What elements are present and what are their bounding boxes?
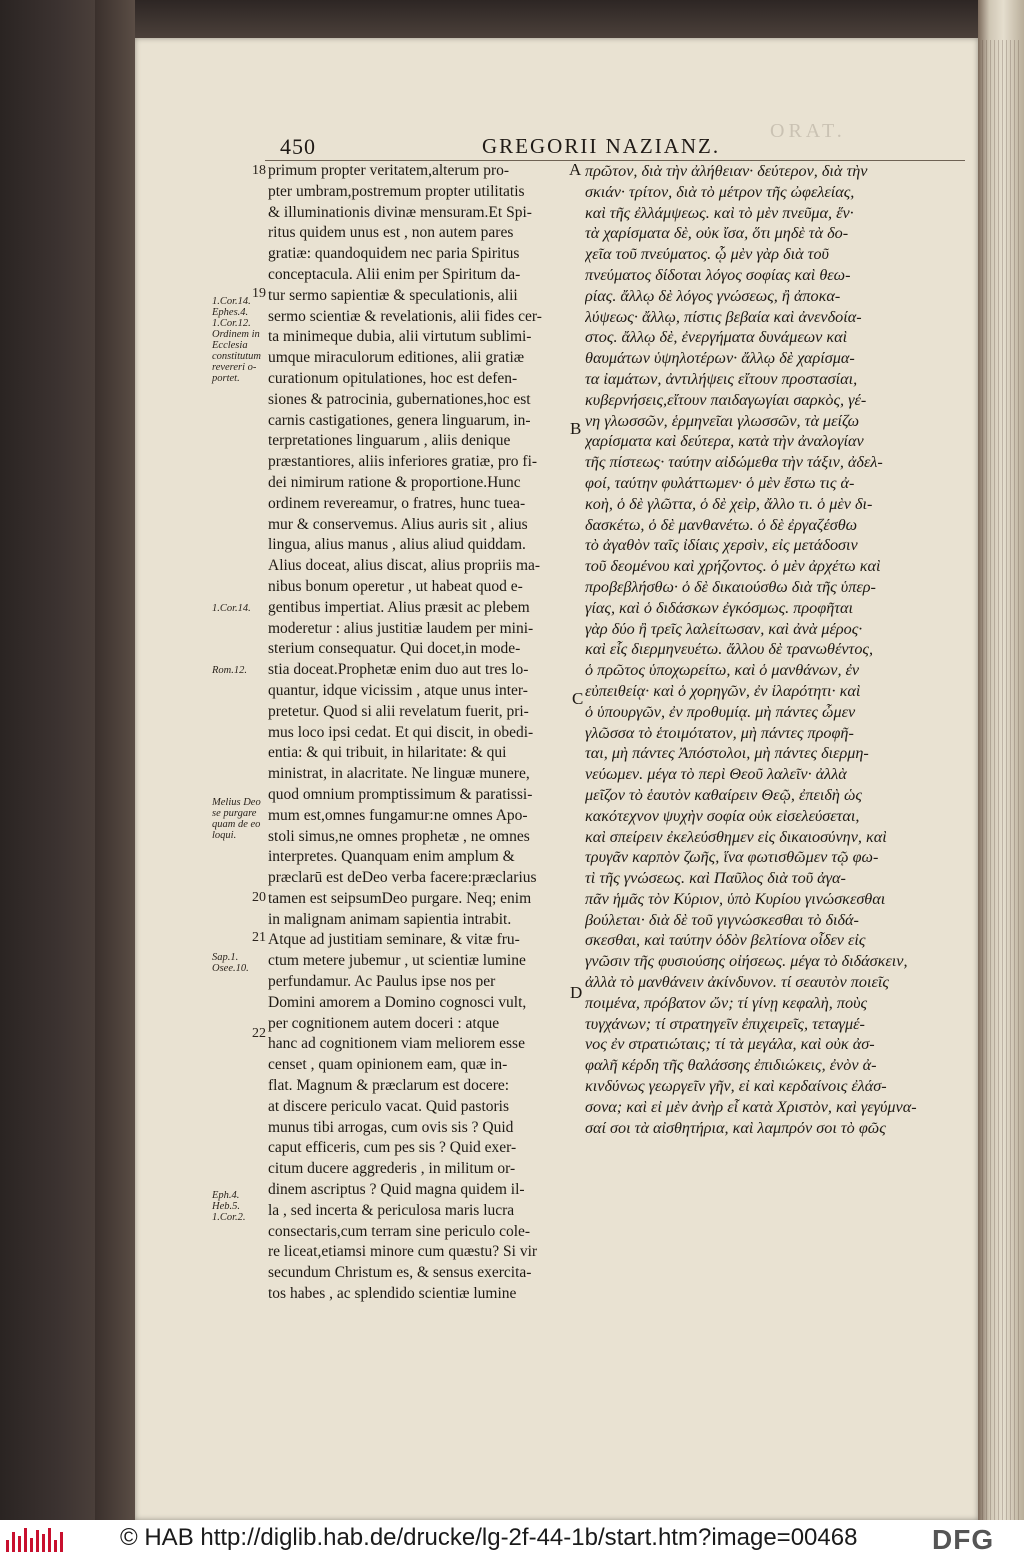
latin-text-line: gratiæ: quandoquidem nec paria Spiritus — [268, 245, 520, 263]
greek-text-line: πρῶτον, διὰ τὴν ἀλήθειαν· δεύτερον, διὰ τὴν — [585, 162, 868, 180]
latin-text-line: flat. Magnum & præclarum est docere: — [268, 1077, 510, 1095]
greek-text-line: ται, μὴ πάντες Ἀπόστολοι, μὴ πάντες διερμη- — [585, 744, 869, 763]
greek-text-line: καὶ τῆς ἐλλάμψεως. καὶ τὸ μὲν πνεῦμα, ἕν· — [585, 203, 854, 222]
section-marker-b: B — [570, 419, 582, 438]
greek-text-line: πνεύματος δίδοται λόγος σοφίας καὶ θεω- — [585, 265, 851, 284]
greek-text-line: φαλῆ κέρδη τῆς θαλάσσης ἐπιδιώκεις, ἐνὸν ἀ- — [585, 1056, 877, 1075]
latin-text-line: sterium consequatur. Qui docet,in mode- — [268, 640, 521, 658]
greek-text-line: σαί σοι τὰ αἰσθητήρια, καὶ λαμπρόν σοι τὸ φῶς — [585, 1118, 886, 1137]
bleed-through-text: ORAT. — [770, 120, 846, 142]
greek-text-line: προβεβλήσθω· ὁ δὲ δικαιούσθω διὰ τῆς ὑπερ- — [585, 577, 876, 596]
viewer-footer — [0, 1520, 1024, 1560]
greek-text-line: μεῖζον τὸ ἑαυτὸν καθαίρειν Θεῷ, ἐπειδὴ ὡς — [585, 785, 862, 804]
greek-text-line: χαρίσματα καὶ δεύτερα, κατὰ τὴν ἀναλογίαν — [585, 432, 864, 451]
latin-text-line: lingua, alius manus , alius aliud quiddam. — [268, 536, 526, 554]
latin-text-line: dinem ascriptus ? Quid magna quidem il- — [268, 1181, 525, 1199]
latin-text-line: moderetur : alius justitiæ laudem per mini- — [268, 619, 534, 637]
latin-text-line: hanc ad cognitionem viam meliorem esse — [268, 1035, 525, 1053]
hab-logo-icon — [6, 1528, 66, 1552]
latin-text-line: carnis castigationes, genera linguarum, in- — [268, 411, 531, 429]
latin-text-line: citum ducere aggrederis , in militum or- — [268, 1160, 516, 1178]
greek-text-line: χεῖα τοῦ πνεύματος. ᾧ μὲν γὰρ διὰ τοῦ — [585, 245, 829, 264]
greek-text-line: λύψεως· ἄλλῳ, πίστις βεβαία καὶ ἀνενδοία- — [585, 307, 862, 326]
latin-text-line: tos habes , ac splendido scientiæ lumine — [268, 1285, 517, 1303]
latin-text-line: nibus bonum operetur , ut habeat quod e- — [268, 577, 523, 595]
latin-text-line: pretetur. Quod si alii revelatum fuerit, pri- — [268, 702, 529, 720]
latin-text-line: per cognitionem autem doceri : atque — [268, 1014, 500, 1032]
section-marker-d: D — [570, 983, 583, 1002]
greek-text-line: γνῶσιν τῆς φυσιούσης οἰήσεως. μέγα τὸ διδάσκειν, — [585, 952, 908, 971]
latin-text-line: pter umbram,postremum propter utilitatis — [268, 182, 525, 200]
margin-note: 1.Cor.14. — [212, 603, 251, 614]
greek-text-line: τὰ χαρίσματα δὲ, οὐκ ἴσα, ὅτι μηδὲ τὰ δο- — [585, 224, 849, 243]
greek-text-line: κινδύνως γεωργεῖν γῆν, εἰ καὶ κερδαίνοις ἐλάσ- — [585, 1077, 887, 1096]
latin-text-line: entia: & qui tribuit, in hilaritate: & qui — [268, 744, 507, 762]
greek-text-line: τὶ τῆς γνώσεως. καὶ Παῦλος διὰ τοῦ ἀγα- — [585, 869, 846, 888]
latin-text-line: stia doceat.Prophetæ enim duo aut tres lo- — [268, 661, 529, 679]
greek-text-line: καὶ εἷς διερμηνευέτω. ἄλλου δὲ τρανωθέντος, — [585, 640, 874, 659]
latin-text-line: mur & conservemus. Alius auris sit , alius — [268, 515, 528, 533]
greek-text-line: τοῦ δεομένου καὶ χρήζοντος. ὁ μὲν ἀρχέτω καὶ — [585, 557, 881, 576]
dfg-logo: DFG — [932, 1524, 995, 1555]
margin-note: Melius Deo se purgare quam de eo loqui. — [212, 797, 261, 841]
latin-text-line: stoli simus,ne omnes prophetæ , ne omnes — [268, 827, 530, 845]
latin-text-line: ordinem revereamur, o fratres, hunc tuea- — [268, 494, 526, 512]
latin-text-line: Domini amorem a Domino cognosci vult, — [268, 993, 527, 1011]
greek-text-line: πᾶν ἡμᾶς τὸν Κύριον, ὑπὸ Κυρίου γινώσκεσθαι — [585, 889, 886, 908]
page-gutter-shadow — [95, 0, 135, 1520]
verse-number: 19 — [252, 286, 266, 301]
latin-text-line: gentibus impertiat. Alius præsit ac plebem — [268, 598, 530, 616]
latin-text-line: consectaris,cum terram sine periculo cole- — [268, 1222, 531, 1240]
latin-text-line: ritus quidem unus est , non autem pares — [268, 224, 514, 242]
section-marker-a: A — [569, 160, 582, 179]
latin-text-line: tamen est seipsumDeo purgare. Neq; enim — [268, 889, 532, 907]
latin-text-line: munus tibi arrogas, cum ovis sis ? Quid — [268, 1118, 514, 1136]
greek-text-line: νος ἐν στρατιώταις; τί τὰ μεγάλα, καὶ οὐκ ἀσ- — [585, 1035, 875, 1054]
latin-text-line: dei nimirum ratione & proportione.Hunc — [268, 473, 521, 491]
verse-number: 21 — [252, 930, 266, 945]
page-header — [280, 134, 980, 162]
greek-text-line: τρυγᾶν καρπὸν ζωῆς, ἵνα φωτισθῶμεν τῷ φω- — [585, 848, 879, 867]
greek-text-line: σονα; καὶ εἰ μὲν ἀνὴρ εἶ κατὰ Χριστὸν, καὶ γεγύμνα- — [585, 1097, 917, 1116]
greek-text-line: γίας, καὶ ὁ διδάσκων ἐγκόσμως. προφῆται — [585, 598, 854, 617]
latin-text-line: ta minimeque dubia, alii virtutum sublimi- — [268, 328, 532, 346]
greek-text-line: νη γλωσσῶν, ἑρμηνεῖαι γλωσσῶν, τὰ μείζω — [585, 411, 860, 430]
greek-text-line: στος. ἄλλῳ δὲ, ἐνεργήματα δυνάμεων καὶ — [585, 328, 848, 347]
latin-text-line: perfundamur. Ac Paulus ipse nos per — [268, 973, 496, 991]
latin-text-line: interpretes. Quanquam enim amplum & — [268, 848, 515, 866]
section-marker-c: C — [572, 689, 584, 708]
latin-text-line: secundum Christum es, & sensus exercita- — [268, 1264, 532, 1282]
latin-text-line: sermo scientiæ & revelationis, alii fides cer- — [268, 307, 542, 325]
margin-note: 1.Cor.14. Ephes.4. 1.Cor.12. Ordinem in Ecclesia constitutum revereri o- portet. — [212, 296, 261, 384]
latin-text-line: mus loco ipsi cedat. Et qui discit, in obedi- — [268, 723, 534, 741]
latin-text-line: in malignam animam sapientia intrabit. — [268, 910, 512, 928]
greek-text-line: βούλεται· διὰ δὲ τοῦ γιγνώσκεσθαι τὸ διδά- — [585, 910, 859, 929]
greek-text-line: τὸ ἀγαθὸν ταῖς ἰδίαις χερσὶν, εἰς μετάδοσιν — [585, 536, 858, 555]
greek-text-line: ὁ πρῶτος ὑποχωρείτω, καὶ ὁ μανθάνων, ἐν — [585, 661, 860, 680]
latin-text-line: censet , quam opinionem eam, quæ in- — [268, 1056, 508, 1074]
page-number: 450 — [280, 134, 316, 159]
latin-text-line: terpretationes linguarum , aliis denique — [268, 432, 511, 450]
latin-text-line: præclarū est deDeo verba facere:præclarius — [268, 869, 537, 887]
latin-text-line: Alius doceat, alius discat, alius propriis ma- — [268, 557, 541, 575]
greek-text-line: κυβερνήσεις,εἴτουν παιδαγωγίαι σαρκὸς, γέ- — [585, 390, 867, 409]
latin-text-line: re liceat,etiamsi minore cum quæstu? Si vir — [268, 1243, 538, 1261]
latin-text-line: Atque ad justitiam seminare, & vitæ fru- — [268, 931, 520, 949]
greek-text-line: γὰρ δύο ἢ τρεῖς λαλείτωσαν, καὶ ἀνὰ μέρος· — [585, 619, 863, 638]
greek-text-line: ἀλλὰ τὸ μανθάνειν ἀκίνδυνον. τί σεαυτὸν ποιεῖς — [585, 973, 889, 992]
greek-text-line: ποιμένα, πρόβατον ὤν; τί γίνῃ κεφαλὴ, ποὺς — [585, 993, 868, 1012]
latin-text-line: tur sermo sapientiæ & speculationis, alii — [268, 286, 518, 304]
latin-text-line: curationum opitulationes, hoc est defen- — [268, 369, 518, 387]
verse-number: 22 — [252, 1026, 266, 1041]
footer-url-text: © HAB http://diglib.hab.de/drucke/lg-2f-44-1b/start.htm?image=00468 — [120, 1524, 858, 1551]
latin-text-line: quantur, idque vicissim , atque unus inter- — [268, 681, 528, 699]
page-edges — [982, 40, 1020, 1520]
greek-text-line: θαυμάτων ὑψηλοτέρων· ἄλλῳ δὲ χαρίσμα- — [585, 349, 855, 368]
greek-text-line: σκιάν· τρίτον, διὰ τὸ μέτρον τῆς ὠφελείας, — [585, 182, 855, 201]
latin-text-line: mum est,omnes fungamur:ne omnes Apo- — [268, 806, 528, 824]
greek-text-line: ρίας. ἄλλῳ δὲ λόγος γνώσεως, ἢ ἀποκα- — [585, 286, 841, 305]
greek-text-line: γλῶσσα τὸ ἑτοιμότατον, μὴ πάντες προφῆ- — [585, 723, 854, 742]
greek-text-line: νεύωμεν. μέγα τὸ περὶ Θεοῦ λαλεῖν· ἀλλὰ — [585, 765, 847, 784]
latin-text-line: umque miraculorum editiones, alii gratiæ — [268, 349, 525, 367]
latin-text-line: siones & patrocinia, gubernationes,hoc est — [268, 390, 531, 408]
margin-note: Eph.4. Heb.5. 1.Cor.2. — [212, 1190, 246, 1223]
latin-text-line: præstantiores, aliis inferiores gratiæ, pro fi- — [268, 453, 538, 471]
greek-text-line: τα ἰαμάτων, ἀντιλήψεις εἴτουν προστασίαι, — [585, 369, 858, 388]
verse-number: 18 — [252, 163, 266, 178]
latin-text-line: ctum metere jubemur , ut scientiæ lumine — [268, 952, 526, 970]
greek-text-line: σκεσθαι, καὶ ταύτην ὁδὸν βελτίονα οἶδεν εἰς — [585, 931, 866, 950]
top-dark-band — [135, 0, 978, 38]
latin-text-line: conceptacula. Alii enim per Spiritum da- — [268, 265, 521, 283]
latin-text-line: quod omnium promptissimum & paratissi- — [268, 785, 533, 803]
greek-text-line: δασκέτω, ὁ δὲ μανθανέτω. ὁ δὲ ἐργαζέσθω — [585, 515, 858, 534]
greek-text-line: τῆς πίστεως· ταύτην αἰδώμεθα τὴν τάξιν, ἀδελ- — [585, 453, 883, 472]
greek-column — [585, 161, 970, 1138]
greek-text-line: ὁ ὑπουργῶν, ἐν προθυμίᾳ. μὴ πάντες ὦμεν — [585, 702, 856, 721]
running-title: GREGORII NAZIANZ. — [482, 134, 721, 158]
latin-text-line: ministrat, in alacritate. Ne linguæ munere, — [268, 765, 530, 783]
greek-text-line: καὶ σπείρειν ἐκελεύσθημεν εἰς δικαιοσύνην, καὶ — [585, 827, 887, 846]
greek-text-line: κοὴ, ὁ δὲ γλῶττα, ὁ δὲ χεὶρ, ἄλλο τι. ὁ μὲν δι- — [585, 494, 873, 513]
greek-text-line: τυγχάνων; τί στρατηγεῖν ἐπιχειρεῖς, τεταγμέ- — [585, 1014, 865, 1033]
margin-note: Sap.1. Osee.10. — [212, 952, 249, 974]
latin-text-line: & illuminationis divinæ mensuram.Et Spi- — [268, 203, 532, 221]
book-left-edge — [0, 0, 95, 1520]
margin-note: Rom.12. — [212, 665, 247, 676]
latin-column — [268, 161, 573, 1305]
latin-text-line: caput efficeris, cum pes sis ? Quid exer- — [268, 1139, 517, 1157]
greek-text-line: φοί, ταύτην φυλάττωμεν· ὁ μὲν ἔστω τις ἀ- — [585, 473, 855, 492]
latin-text-line: at discere periculo vacat. Quid pastoris — [268, 1097, 510, 1115]
greek-text-line: κακότεχνον ψυχὴν σοφία οὐκ εἰσελεύσεται, — [585, 806, 860, 825]
verse-number: 20 — [252, 890, 266, 905]
latin-text-line: la , sed incerta & periculosa maris lucra — [268, 1201, 515, 1219]
greek-text-line: εὐπειθείᾳ· καὶ ὁ χορηγῶν, ἐν ἱλαρότητι· καὶ — [585, 681, 861, 700]
latin-text-line: primum propter veritatem,alterum pro- — [268, 162, 510, 179]
